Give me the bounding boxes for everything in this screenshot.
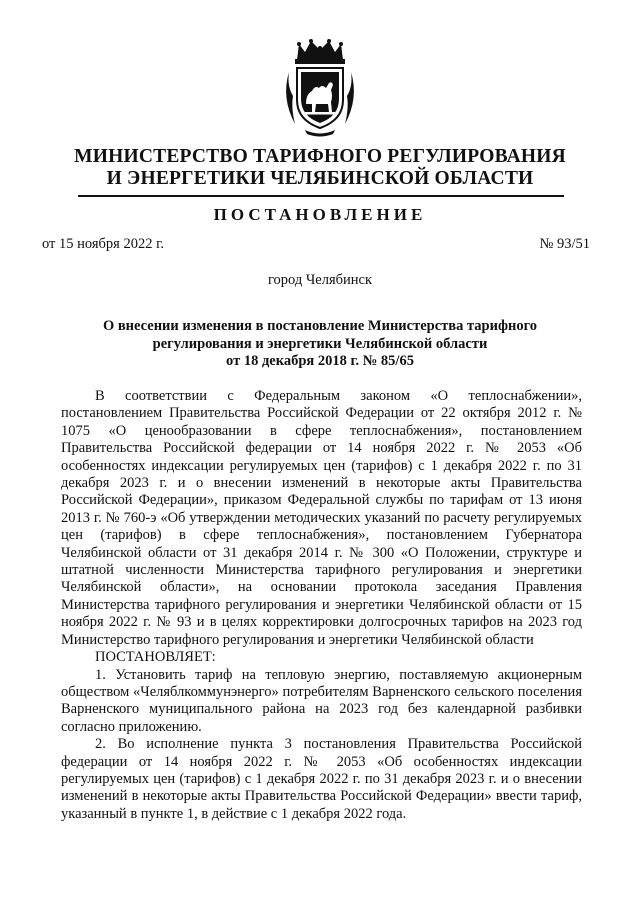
- item-1-paragraph: 1. Установить тариф на тепловую энергию, поставляемую акционерным обществом «Челяблкоммунэнерго» потребителям Варненского сельского поселения Варненского муниципального района на 2023 год без календарной разбивки согласно приложению.: [61, 666, 582, 735]
- decree-city: город Челябинск: [267, 272, 373, 288]
- subject-line3: от 18 декабря 2018 г. № 85/65: [226, 353, 414, 369]
- ministry-name-line1: МИНИСТЕРСТВО ТАРИФНОГО РЕГУЛИРОВАНИЯ: [74, 146, 566, 167]
- ministry-name-line2: И ЭНЕРГЕТИКИ ЧЕЛЯБИНСКОЙ ОБЛАСТИ: [106, 168, 534, 189]
- decree-number: № 93/51: [539, 236, 590, 252]
- decree-subject: [60, 318, 580, 371]
- document-type-title: ПОСТАНОВЛЕНИЕ: [213, 205, 427, 224]
- item-2-paragraph: 2. Во исполнение пункта 3 постановления Правительства Российской федерации от 14 ноября 2022 г. № 2053 «Об особенностях индексации регулируемых цен (тарифов) с 1 декабря 2022 г. по 31 декабря 2023 г. и о внесении изменений в некоторые акты Правительства Российской Федерации» ввести тариф, указанный в пункте 1, в действие с 1 декабря 2022 года.: [61, 736, 582, 822]
- subject-line2: регулирования и энергетики Челябинской области: [152, 335, 488, 352]
- document-body: [61, 388, 582, 823]
- subject-line1: О внесении изменения в постановление Министерства тарифного: [102, 318, 538, 334]
- decree-operative-word: ПОСТАНОВЛЯЕТ:: [95, 649, 216, 666]
- decree-date: от 15 ноября 2022 г.: [42, 236, 165, 252]
- preamble-paragraph: В соответствии с Федеральным законом «О теплоснабжении», постановлением Правительства Российской Федерации от 22 октября 2012 г. № 1075 «О ценообразовании в сфере теплоснабжения», постановлением Правительства Российской федерации от 14 ноября 2022 г. № 2053 «Об особенностях индексации регулируемых цен (тарифов) с 1 декабря 2022 г. по 31 декабря 2023 г. и о внесении изменений в некоторые акты Правительства Российской Федерации», приказом Федеральной службы по тарифам от 13 июня 2013 г. № 760-э «Об утверждении методических указаний по расчету регулируемых цен (тарифов) в сфере теплоснабжения», постановлением Губернатора Челябинской области от 31 декабря 2014 г. № 300 «О Положении, структуре и штатной численности Министерства тарифного регулирования и энергетики Челябинской области», на основании протокола заседания Правления Министерства тарифного регулирования и энергетики Челябинской области от 15 ноября 2022 г. № 93 и в целях корректировки долгосрочных тарифов на 2023 год Министерство тарифного регулирования и энергетики Челябинской области: [61, 388, 582, 648]
- header-divider: [78, 195, 564, 197]
- coat-of-arms-emblem: [275, 38, 365, 138]
